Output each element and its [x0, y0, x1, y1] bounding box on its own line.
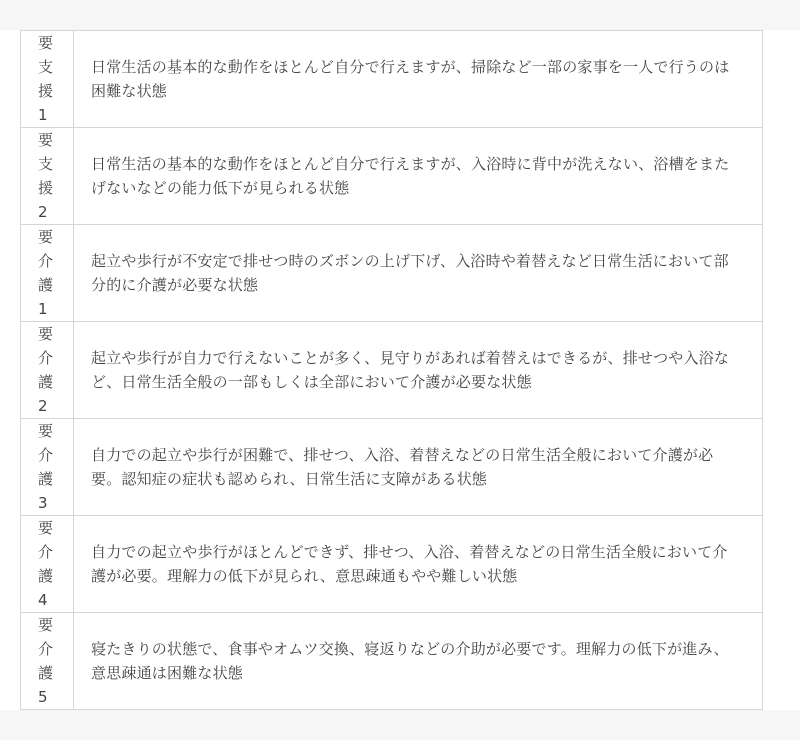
- care-level-table: [20, 30, 763, 710]
- care-level-cell: [21, 516, 74, 613]
- table-row: [21, 225, 763, 322]
- table-row: [21, 128, 763, 225]
- care-level-cell: [21, 31, 74, 128]
- table-row: [21, 419, 763, 516]
- care-description-text: 起立や歩行が自力で行えないことが多く、見守りがあれば着替えはできるが、排せつや入浴など、日常生活全般の一部もしくは全部において介護が必要な状態: [91, 349, 730, 391]
- care-description-cell: [74, 613, 763, 710]
- care-level-label: 要介護3: [38, 422, 54, 512]
- care-description-text: 起立や歩行が不安定で排せつ時のズボンの上げ下げ、入浴時や着替えなど日常生活において部分的に介護が必要な状態: [91, 252, 729, 294]
- care-description-cell: [74, 516, 763, 613]
- care-description-cell: [74, 31, 763, 128]
- table-row: [21, 516, 763, 613]
- care-level-label: 要支援1: [38, 34, 54, 124]
- care-description-text: 自力での起立や歩行がほとんどできず、排せつ、入浴、着替えなどの日常生活全般において介護が必要。理解力の低下が見られ、意思疎通もやや難しい状態: [91, 543, 728, 585]
- care-description-text: 寝たきりの状態で、食事やオムツ交換、寝返りなどの介助が必要です。理解力の低下が進み、意思疎通は困難な状態: [91, 640, 729, 682]
- care-description-cell: [74, 419, 763, 516]
- care-description-cell: [74, 128, 763, 225]
- care-level-cell: [21, 225, 74, 322]
- care-level-cell: [21, 322, 74, 419]
- table-row: [21, 31, 763, 128]
- care-level-label: 要介護1: [38, 228, 54, 318]
- care-description-cell: [74, 322, 763, 419]
- care-description-cell: [74, 225, 763, 322]
- care-level-label: 要介護4: [38, 519, 54, 609]
- care-description-text: 日常生活の基本的な動作をほとんど自分で行えますが、入浴時に背中が洗えない、浴槽をまたげないなどの能力低下が見られる状態: [91, 155, 730, 197]
- table-row: [21, 613, 763, 710]
- care-description-text: 日常生活の基本的な動作をほとんど自分で行えますが、掃除など一部の家事を一人で行うのは困難な状態: [91, 58, 730, 100]
- care-description-text: 自力での起立や歩行が困難で、排せつ、入浴、着替えなどの日常生活全般において介護が必要。認知症の症状も認められ、日常生活に支障がある状態: [91, 446, 714, 488]
- care-level-label: 要支援2: [38, 131, 54, 221]
- care-level-cell: [21, 419, 74, 516]
- care-level-cell: [21, 613, 74, 710]
- table-row: [21, 322, 763, 419]
- page-content: [0, 30, 800, 710]
- care-level-label: 要介護2: [38, 325, 54, 415]
- care-level-cell: [21, 128, 74, 225]
- care-level-label: 要介護5: [38, 616, 54, 706]
